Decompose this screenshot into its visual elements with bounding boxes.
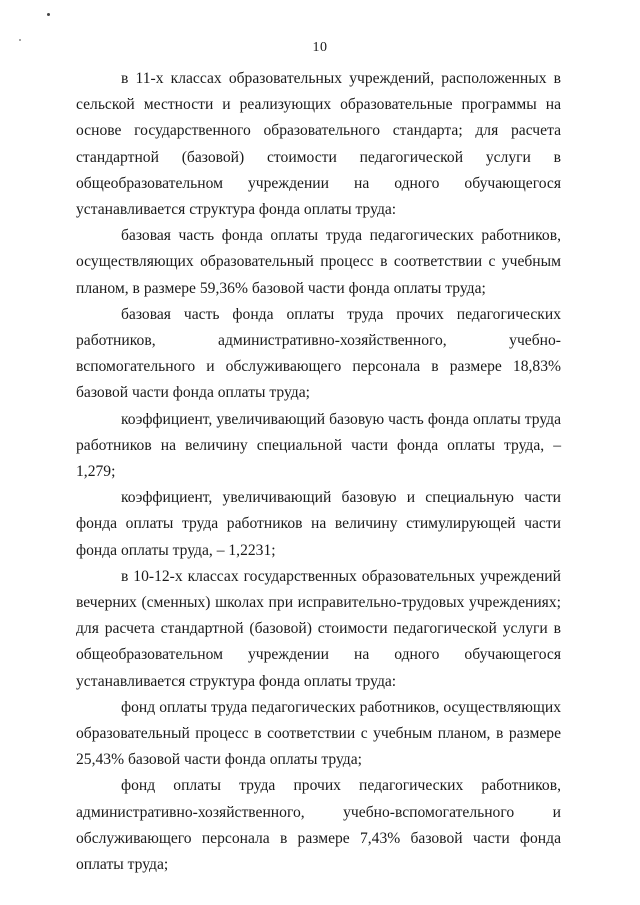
paragraph: коэффициент, увеличивающий базовую и специальную части фонда оплаты труда работников на величину стимулирующей части фонда оплаты труда, – 1,2231; bbox=[76, 489, 561, 559]
paragraph: базовая часть фонда оплаты труда педагогических работников, осуществляющих образовательный процесс в соответствии с учебным планом, в размере 59,36% базовой части фонда оплаты труда; bbox=[76, 227, 561, 297]
paragraph: в 11-х классах образовательных учреждений, расположенных в сельской местности и реализующих образовательные программы на основе государственного образовательного стандарта; для расчета стандартной (базовой) стоимости педагогической услуги в общеобразовательном учреждении на одного обучающегося устанавливается структура фонда оплаты труда: bbox=[76, 70, 561, 219]
paragraph: в 10-12-х классах государственных образовательных учреждений вечерних (сменных) школах при исправительно-трудовых учреждениях; для расчета стандартной (базовой) стоимости педагогической услуги в общеобразовательном учреждении на одного обучающегося устанавливается структура фонда оплаты труда: bbox=[76, 567, 561, 690]
paragraph: коэффициент, увеличивающий базовую часть фонда оплаты труда работников на величину специальной части фонда оплаты труда, – 1,279; bbox=[76, 410, 561, 481]
page-number: 10 bbox=[312, 40, 328, 55]
paragraph: фонд оплаты труда прочих педагогических работников, административно-хозяйственного, учебно-вспомогательного и обслуживающего персонала в размере 7,43% базовой части фонда оплаты труда; bbox=[76, 777, 561, 874]
document-body bbox=[76, 66, 561, 878]
paragraph: базовая часть фонда оплаты труда прочих педагогических работников, административно-хозяйственного, учебно-вспомогательного и обслуживающего персонала в размере 18,83% базовой части фонда оплаты труда; bbox=[76, 305, 561, 402]
paragraph: фонд оплаты труда педагогических работников, осуществляющих образовательный процесс в соответствии с учебным планом, в размере 25,43% базовой части фонда оплаты труда; bbox=[76, 698, 561, 769]
scan-speck bbox=[47, 13, 50, 16]
